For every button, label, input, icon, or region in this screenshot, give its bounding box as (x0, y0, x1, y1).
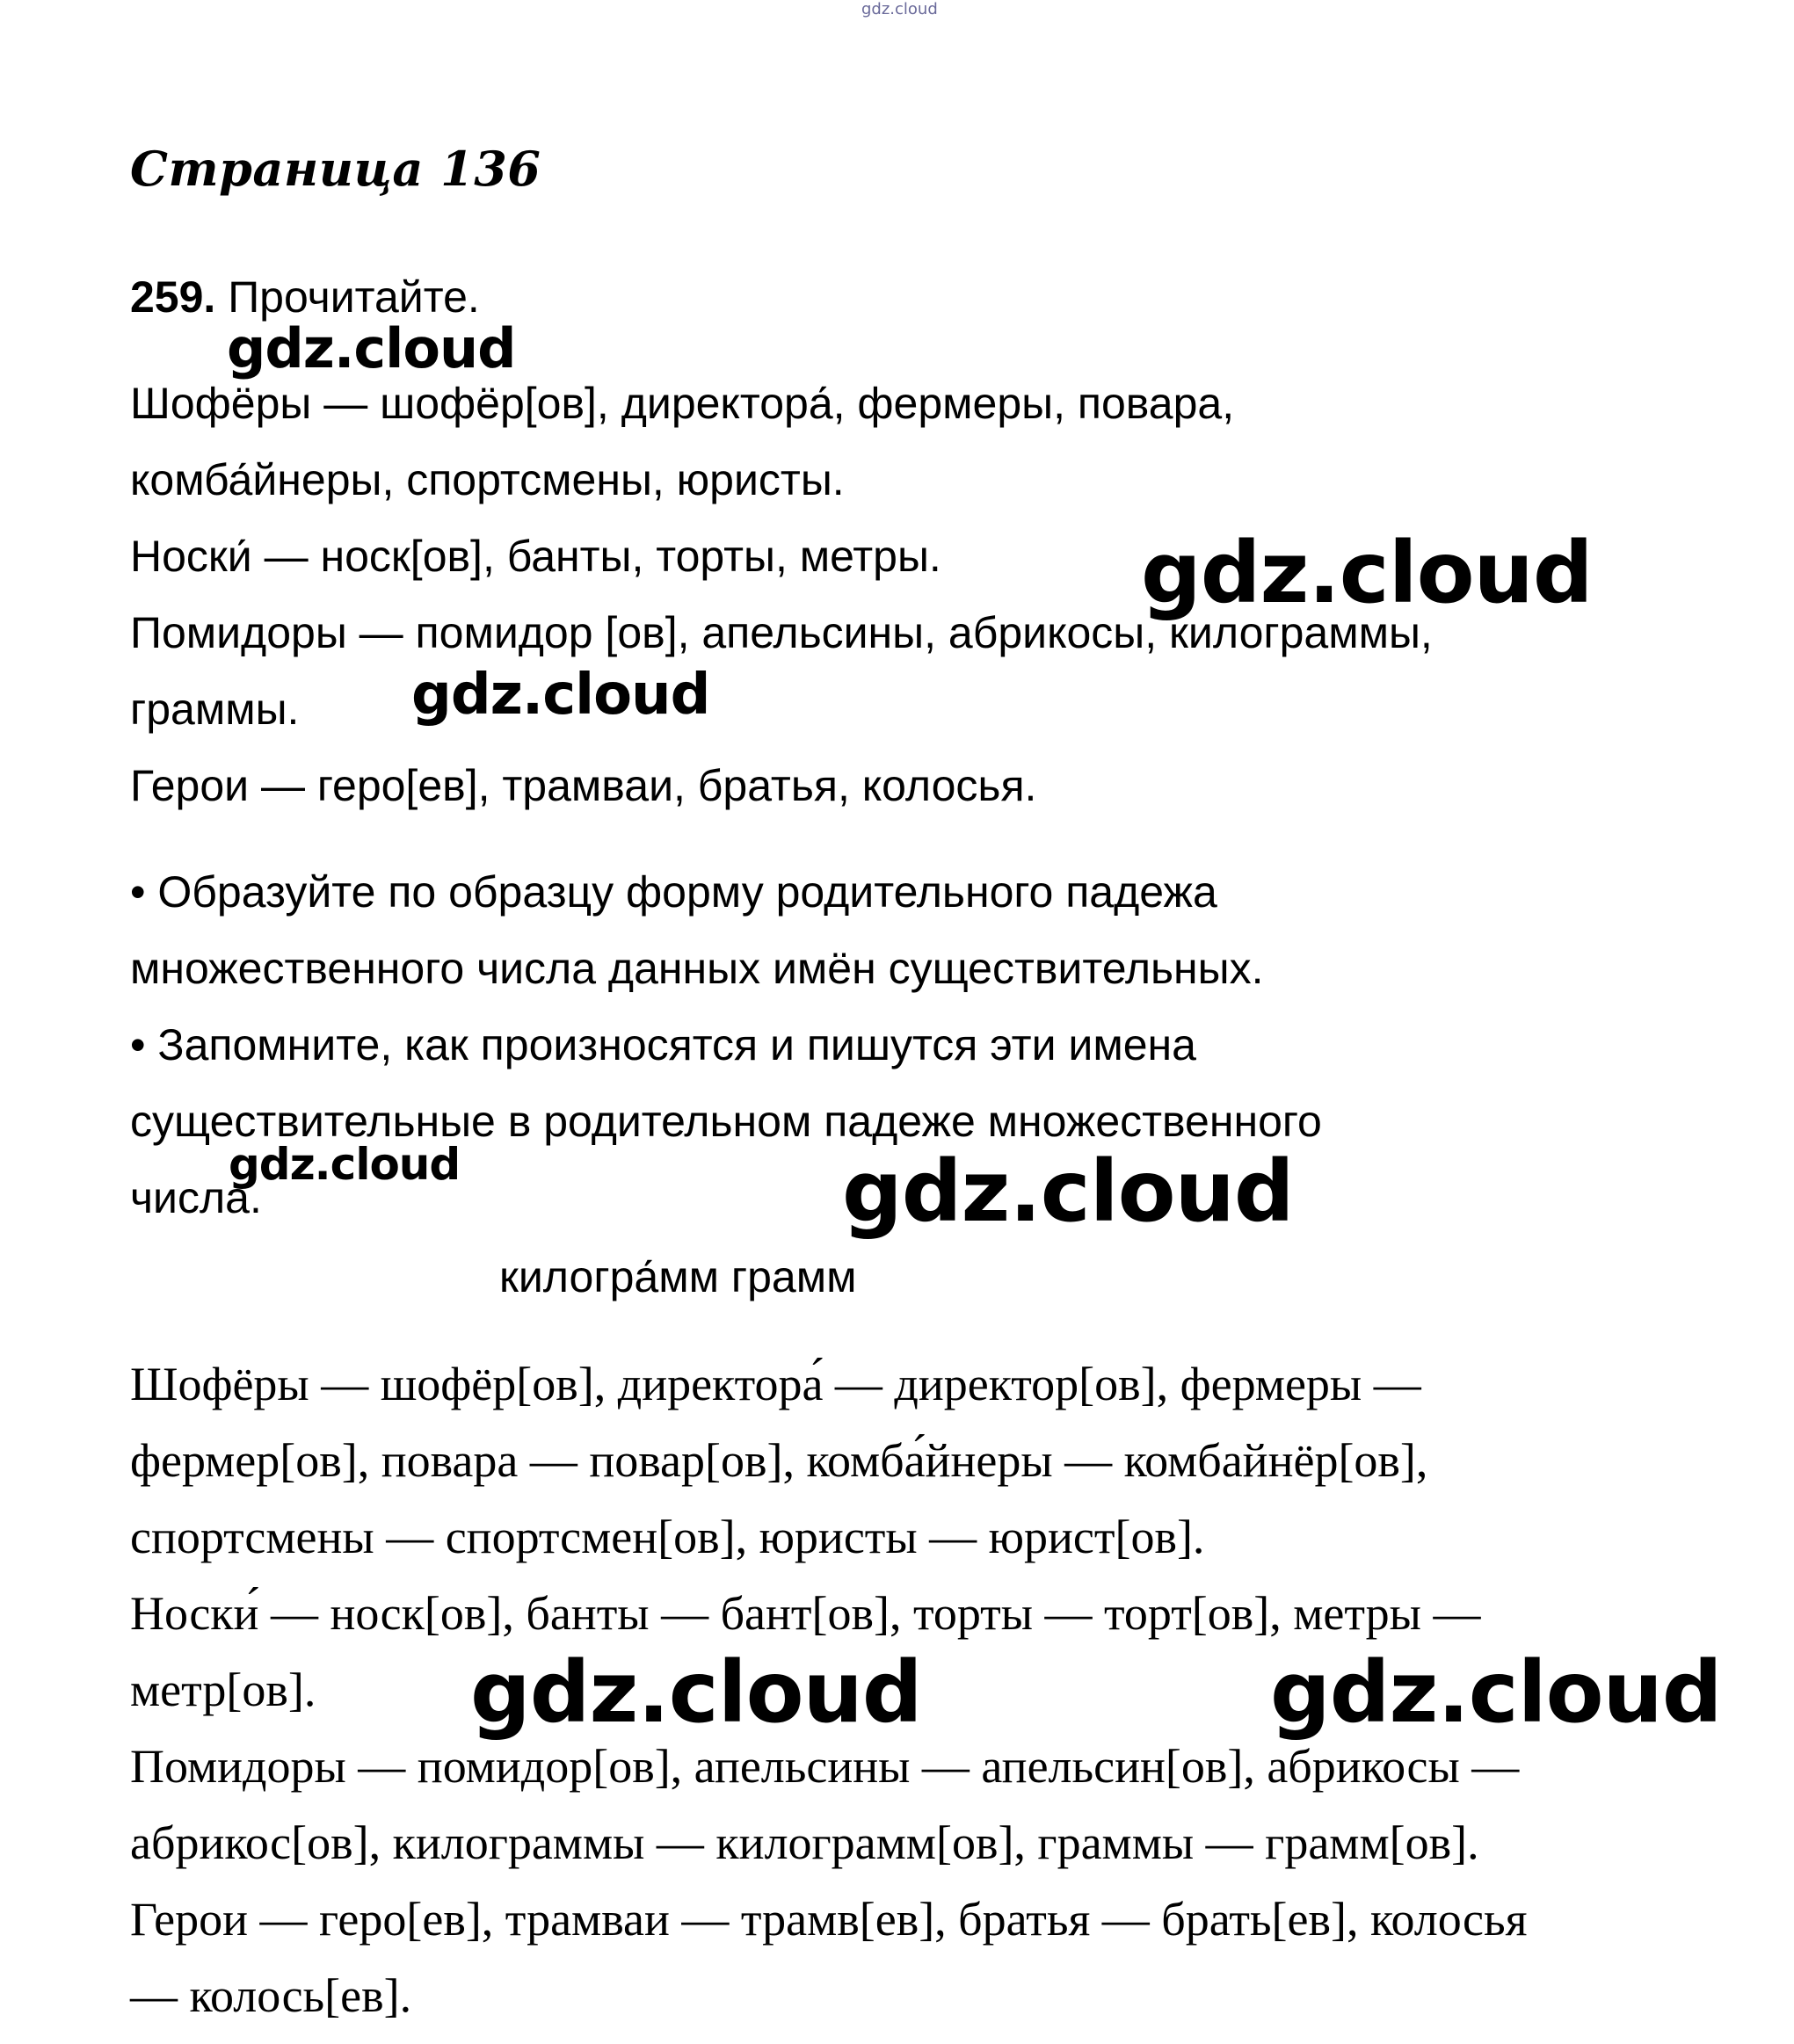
bullet-line: • Запомните, как произносятся и пишутся эти имена (130, 1020, 1196, 1069)
task-instruction: Прочитайте. (215, 272, 480, 322)
task-line: Герои — геро[ев], трамваи, братья, колосья. (130, 761, 1037, 810)
bullet-line: множественного числа данных имён существительных. (130, 944, 1264, 993)
highlight-words: килогра́мм грамм (499, 1252, 857, 1301)
bullet-line: числа. (130, 1173, 262, 1222)
answer-line: — колось[ев]. (130, 1969, 412, 2022)
answer-line: фермер[ов], повара — повар[ов], комба́йнеры — комбайнёр[ов], (130, 1434, 1428, 1487)
answer-line: Шофёры — шофёр[ов], директора́ — директор[ов], фермеры — (130, 1358, 1421, 1410)
task-number: 259. (130, 272, 216, 322)
watermark: gdz.cloud (227, 316, 516, 381)
task-body (130, 366, 1712, 1236)
top-watermark: gdz.cloud (861, 0, 938, 18)
answer-line: спортсмены — спортсмен[ов], юристы — юрист[ов]. (130, 1511, 1205, 1563)
page-title: Страница 136 (130, 141, 541, 197)
bullet-line: существительные в родительном падеже множественного (130, 1097, 1322, 1146)
task-line: Помидоры — помидор [ов], апельсины, абрикосы, килограммы, (130, 608, 1433, 657)
answer-line: Герои — геро[ев], трамваи — трамв[ев], братья — брать[ев], колосья (130, 1893, 1528, 1946)
watermark: gdz.cloud (1270, 1643, 1722, 1742)
spacer (130, 824, 1712, 854)
watermark: gdz.cloud (411, 663, 710, 728)
watermark: gdz.cloud (470, 1643, 922, 1742)
answer-line: Носки́ — носк[ов], банты — бант[ов], торты — торт[ов], метры — (130, 1587, 1481, 1640)
answer-line: Помидоры — помидор[ов], апельсины — апельсин[ов], абрикосы — (130, 1740, 1520, 1793)
watermark: gdz.cloud (229, 1139, 461, 1190)
answer-line: абрикос[ов], килограммы — килограмм[ов], граммы — грамм[ов]. (130, 1816, 1479, 1869)
task-line: Носки́ — носк[ов], банты, торты, метры. (130, 532, 941, 581)
bullet-line: • Образуйте по образцу форму родительного падежа (130, 867, 1217, 917)
watermark: gdz.cloud (842, 1142, 1294, 1241)
watermark: gdz.cloud (1141, 524, 1593, 622)
answer-line: метр[ов]. (130, 1663, 316, 1716)
task-line: Шофёры — шофёр[ов], директора́, фермеры, повара, (130, 379, 1235, 428)
task-line: комба́йнеры, спортсмены, юристы. (130, 455, 845, 504)
task-line: граммы. (130, 685, 300, 734)
